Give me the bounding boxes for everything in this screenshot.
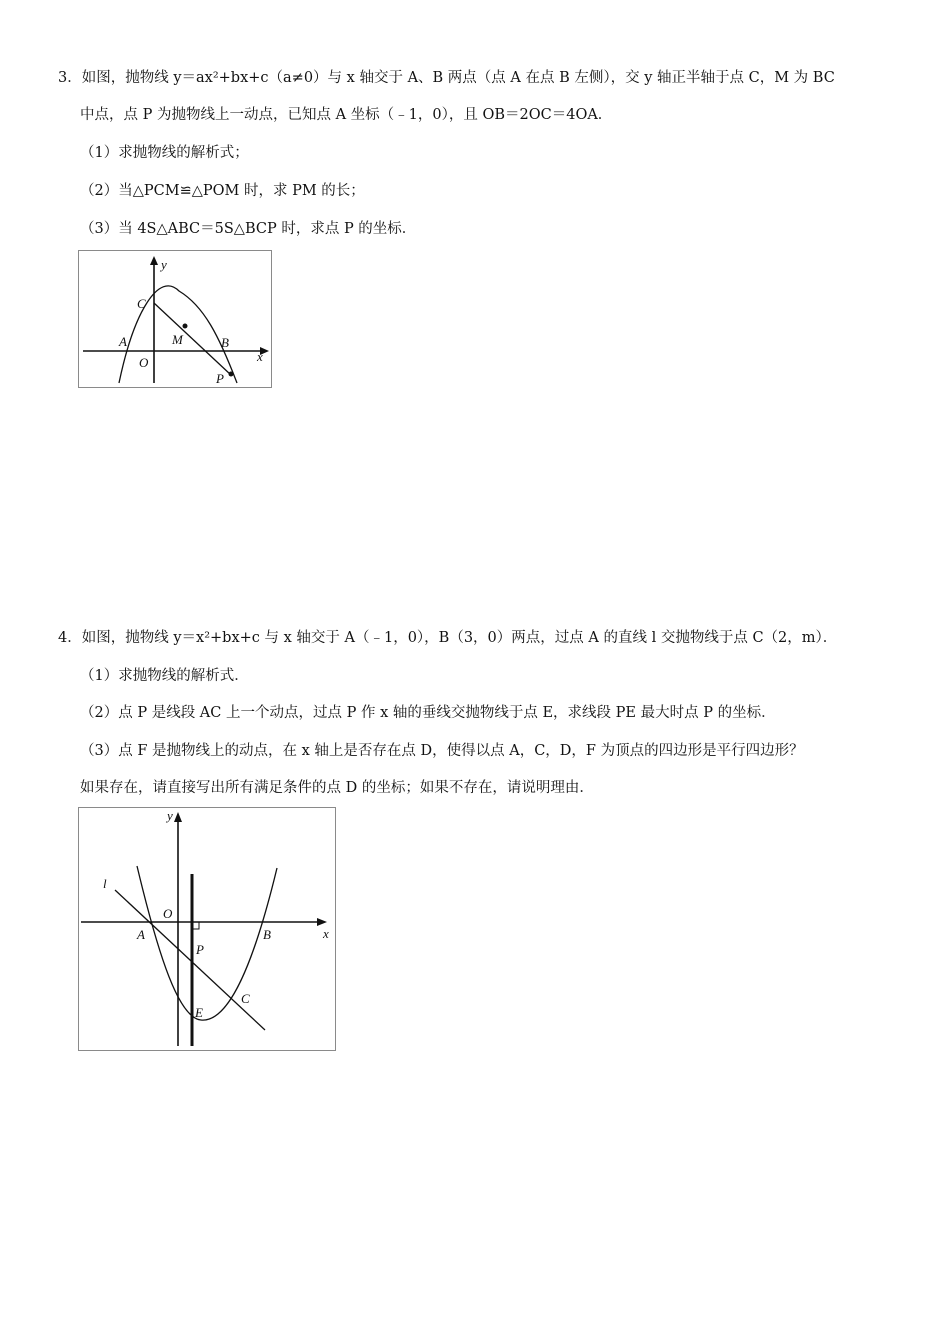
problem4-question3-line2: 如果存在，请直接写出所有满足条件的点 D 的坐标；如果不存在，请说明理由． (80, 780, 594, 796)
label-b: B (221, 335, 229, 350)
label-a: A (119, 334, 127, 349)
label-b: B (263, 927, 271, 942)
problem4-question1: （1）求抛物线的解析式． (80, 668, 249, 684)
y-axis-arrow-icon (150, 256, 158, 265)
problem3-question2: （2）当△PCM≌△POM 时，求 PM 的长； (80, 183, 365, 199)
problem3-question3: （3）当 4S△ABC＝5S△BCP 时，求点 P 的坐标． (80, 221, 417, 237)
problem3-line2: 中点，点 P 为抛物线上一动点，已知点 A 坐标（﹣1，0），且 OB＝2OC＝4OA． (80, 107, 613, 123)
x-axis-arrow-icon (317, 918, 327, 926)
label-p: P (196, 942, 204, 957)
label-c: C (137, 296, 146, 311)
label-x: x (257, 349, 263, 364)
label-l: l (103, 876, 107, 891)
label-y: y (167, 808, 173, 823)
problem4-figure (78, 807, 336, 1051)
label-m: M (172, 332, 183, 347)
problem4-question2: （2）点 P 是线段 AC 上一个动点，过点 P 作 x 轴的垂线交抛物线于点 E，求线段 PE 最大时点 P 的坐标． (80, 705, 776, 721)
problem4-question3-line1: （3）点 F 是抛物线上的动点，在 x 轴上是否存在点 D，使得以点 A，C，D，F 为顶点的四边形是平行四边形？ (80, 743, 804, 759)
problem3-graph (79, 251, 271, 387)
label-e: E (195, 1005, 203, 1020)
parabola (137, 866, 277, 1020)
label-p: P (216, 371, 224, 386)
label-x: x (323, 926, 329, 941)
point-m (183, 324, 188, 329)
point-p (229, 372, 234, 377)
line-l (115, 890, 265, 1030)
label-o: O (163, 906, 173, 921)
problem4-graph (79, 808, 335, 1050)
label-c: C (241, 991, 250, 1006)
label-a: A (137, 927, 145, 942)
segment-cp (154, 303, 231, 375)
problem3-question1: （1）求抛物线的解析式； (80, 145, 249, 161)
label-o: O (139, 355, 149, 370)
label-y: y (161, 257, 167, 272)
problem3-line1: 3．如图，抛物线 y＝ax²+bx+c（a≠0）与 x 轴交于 A、B 两点（点 A 在点 B 左侧），交 y 轴正半轴于点 C，M 为 BC (58, 70, 835, 86)
problem4-line1: 4．如图，抛物线 y＝x²+bx+c 与 x 轴交于 A（﹣1，0），B（3，0）两点，过点 A 的直线 l 交抛物线于点 C（2，m）． (58, 630, 838, 646)
y-axis-arrow-icon (174, 812, 182, 822)
problem3-figure (78, 250, 272, 388)
